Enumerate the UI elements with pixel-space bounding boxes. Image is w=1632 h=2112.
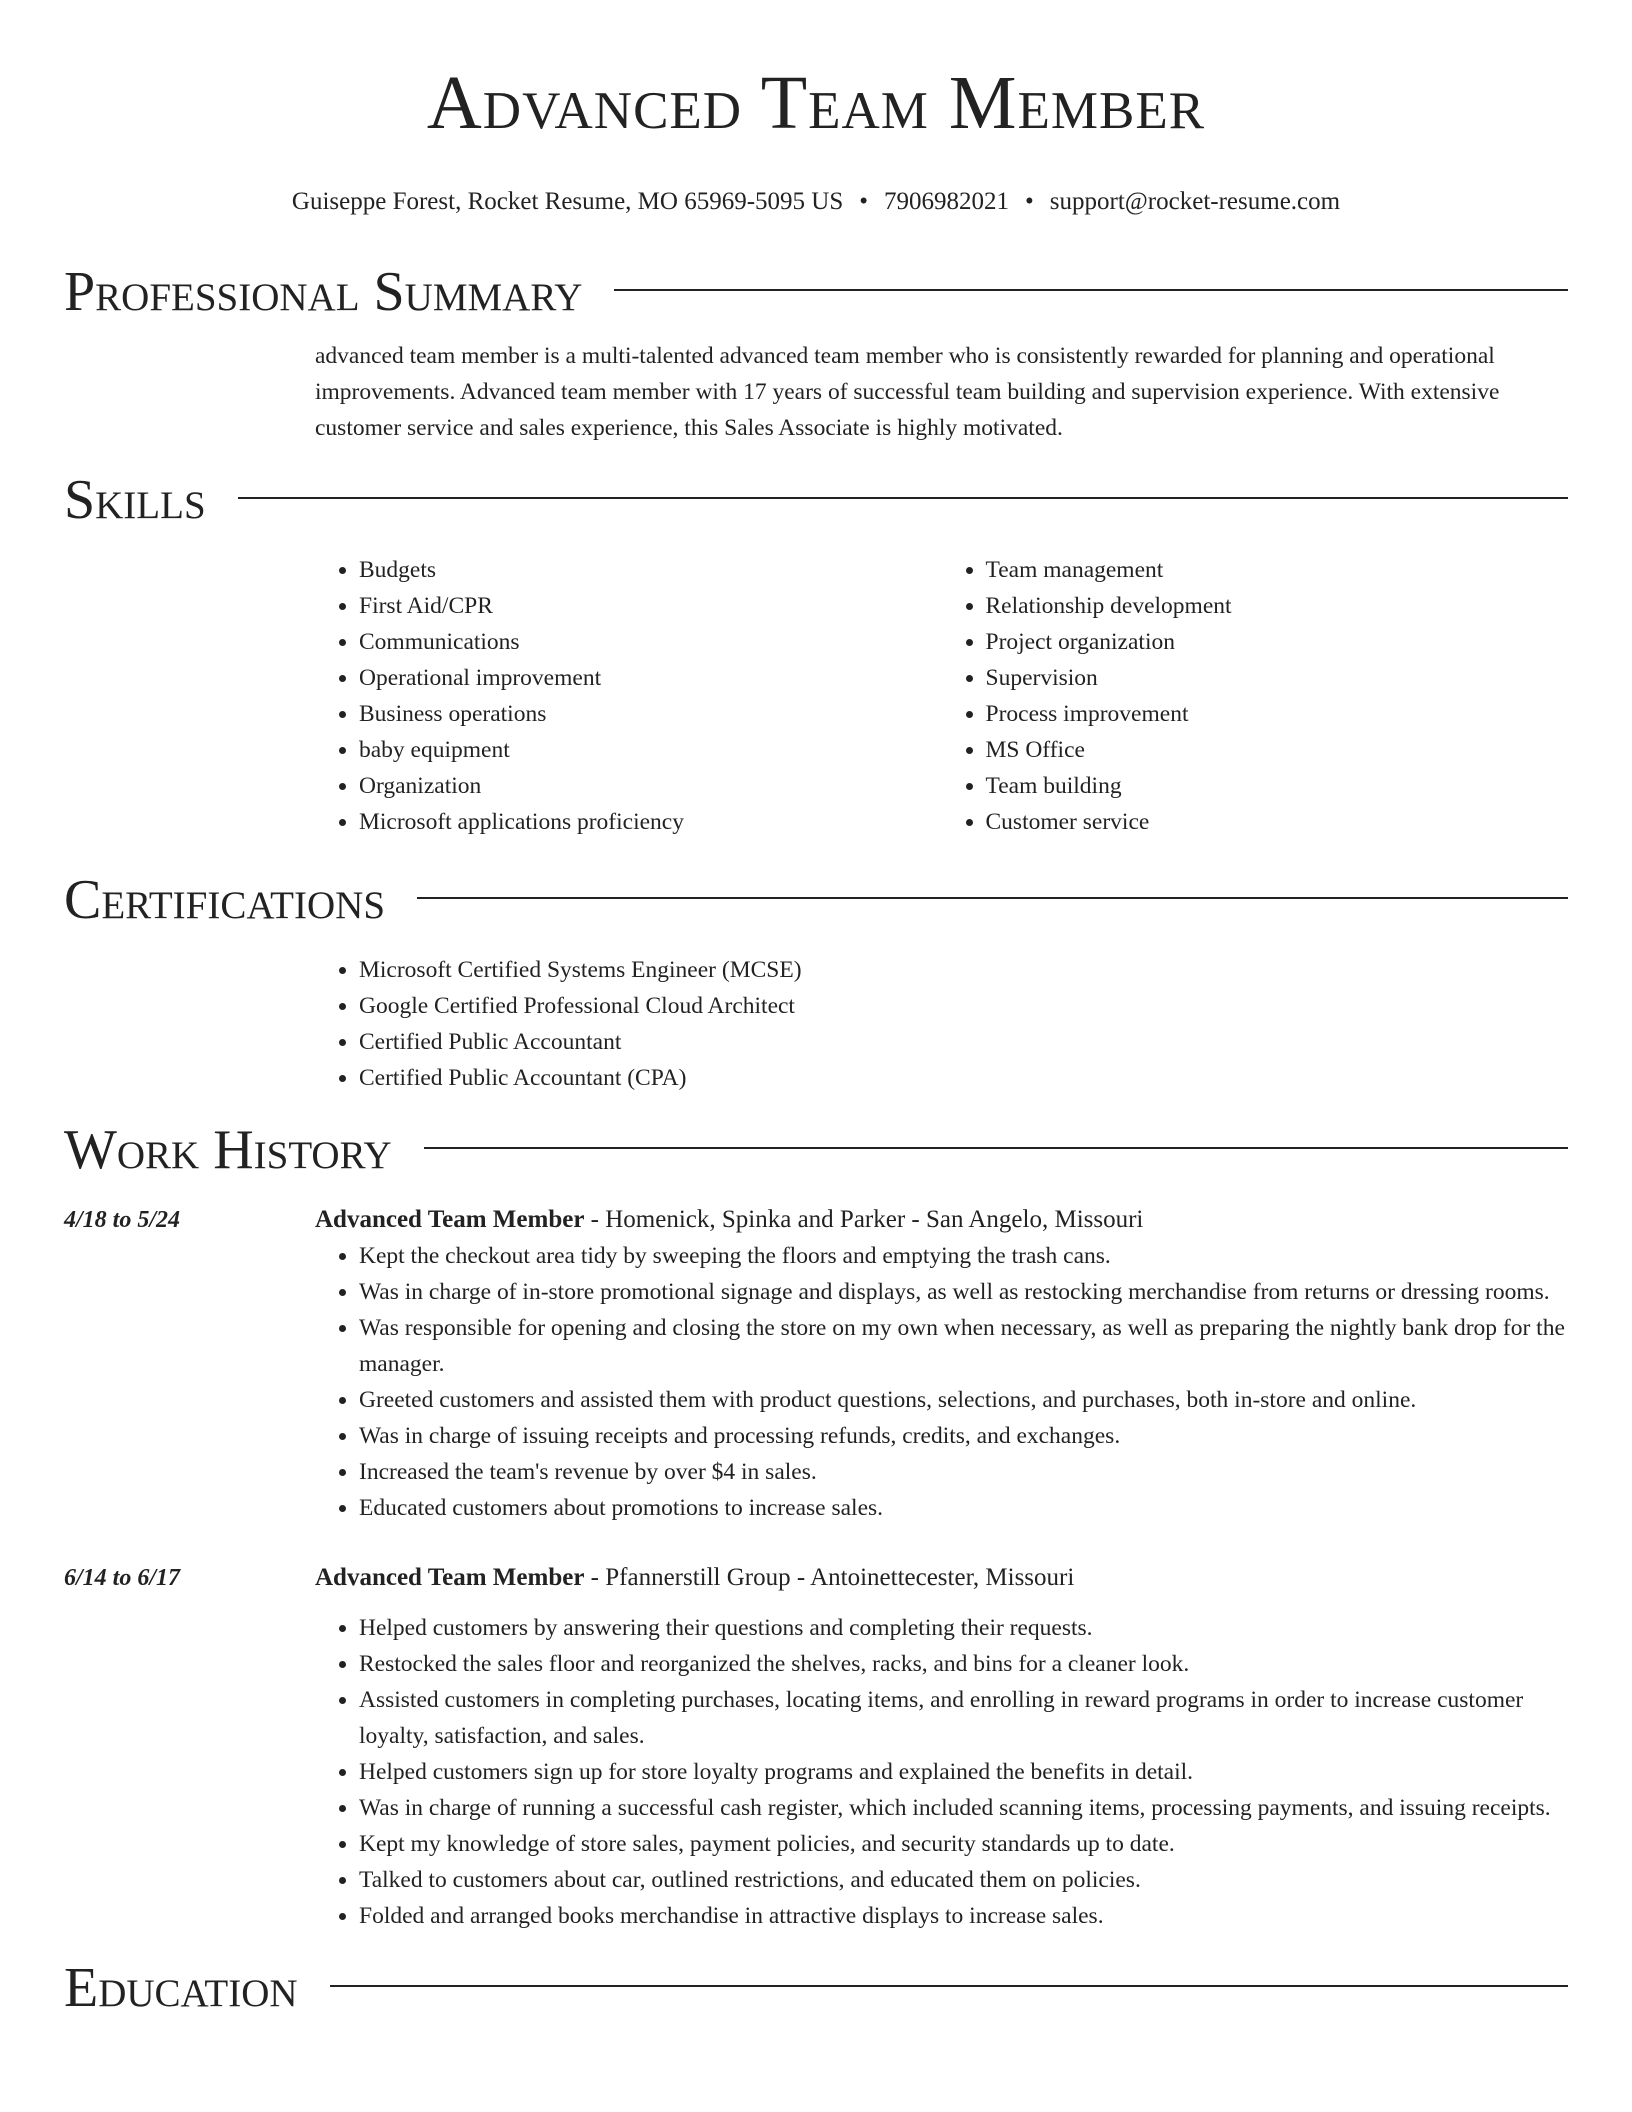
- summary-title: Professional Summary: [64, 261, 583, 323]
- list-item: • Operational improvement: [359, 660, 942, 696]
- list-item: • First Aid/CPR: [359, 588, 942, 624]
- list-item: • Process improvement: [986, 696, 1569, 732]
- contact-email[interactable]: support@rocket-resume.com: [1049, 188, 1341, 215]
- resume-name: Advanced Team Member: [426, 61, 1206, 145]
- work-header: [64, 1118, 1568, 1182]
- summary-header: [64, 260, 1568, 324]
- list-item: • baby equipment: [359, 732, 942, 768]
- list-item: • Certified Public Accountant: [359, 1024, 1568, 1060]
- job-entry: [64, 1560, 1568, 1934]
- job-title-line: [315, 1560, 1568, 1596]
- job-main: [315, 1202, 1568, 1526]
- list-item: • Helped customers sign up for store loyalty programs and explained the benefits in detail.: [359, 1754, 1568, 1790]
- list-item: • Assisted customers in completing purchases, locating items, and enrolling in reward programs in order to increase customer loyalty, satisfaction, and sales.: [359, 1682, 1568, 1754]
- list-item: • Kept my knowledge of store sales, payment policies, and security standards up to date.: [359, 1826, 1568, 1862]
- list-item: • Customer service: [986, 804, 1569, 840]
- job-bullets: [315, 1610, 1568, 1934]
- work-section: [64, 1118, 1568, 1934]
- certifications-section: [64, 868, 1568, 1096]
- skills-title: Skills: [64, 469, 206, 531]
- list-item: • Restocked the sales floor and reorganized the shelves, racks, and bins for a cleaner look.: [359, 1646, 1568, 1682]
- list-item: • Kept the checkout area tidy by sweeping the floors and emptying the trash cans.: [359, 1238, 1568, 1274]
- list-item: • Supervision: [986, 660, 1569, 696]
- education-header: [64, 1956, 1568, 2020]
- contact-address: Guiseppe Forest, Rocket Resume, MO 65969-5095 US: [291, 188, 844, 215]
- job-role: Advanced Team Member: [315, 1206, 585, 1233]
- job-dates: 4/18 to 5/24: [64, 1207, 181, 1233]
- certifications-header: [64, 868, 1568, 932]
- skills-left-column: [315, 552, 942, 840]
- list-item: • Increased the team's revenue by over $4 in sales.: [359, 1454, 1568, 1490]
- job-dates: 6/14 to 6/17: [64, 1565, 181, 1591]
- list-item: • Google Certified Professional Cloud Architect: [359, 988, 1568, 1024]
- job-entry: [64, 1202, 1568, 1526]
- list-item: • Microsoft applications proficiency: [359, 804, 942, 840]
- summary-text: advanced team member is a multi-talented advanced team member who is consistently rewarded for planning and operational improvements. Advanced team member with 17 years of successful team building and supervision experience. With extensive customer service and sales experience, this Sales Associate is highly motivated.: [315, 343, 1500, 441]
- list-item: • Helped customers by answering their questions and completing their requests.: [359, 1610, 1568, 1646]
- list-item: • Certified Public Accountant (CPA): [359, 1060, 1568, 1096]
- list-item: • Relationship development: [986, 588, 1569, 624]
- skills-right-column: [942, 552, 1569, 840]
- summary-section: [64, 260, 1568, 446]
- list-item: • MS Office: [986, 732, 1569, 768]
- job-company-location: - Homenick, Spinka and Parker - San Angelo, Missouri: [584, 1206, 1144, 1233]
- list-item: • Was in charge of in-store promotional signage and displays, as well as restocking merchandise from returns or dressing rooms.: [359, 1274, 1568, 1310]
- list-item: • Team building: [986, 768, 1569, 804]
- list-item: • Greeted customers and assisted them with product questions, selections, and purchases, both in-store and online.: [359, 1382, 1568, 1418]
- job-company-location: - Pfannerstill Group - Antoinettecester, Missouri: [584, 1564, 1075, 1591]
- list-item: • Communications: [359, 624, 942, 660]
- contact-phone: 7906982021: [884, 188, 1010, 215]
- list-item: • Was in charge of issuing receipts and processing refunds, credits, and exchanges.: [359, 1418, 1568, 1454]
- list-item: • Was in charge of running a successful cash register, which included scanning items, processing payments, and issuing receipts.: [359, 1790, 1568, 1826]
- job-bullets: [315, 1238, 1568, 1526]
- skills-section: [64, 468, 1568, 840]
- list-item: • Folded and arranged books merchandise in attractive displays to increase sales.: [359, 1898, 1568, 1934]
- certifications-items: [315, 952, 1568, 1096]
- section-divider: [424, 1147, 1568, 1149]
- section-divider: [238, 497, 1568, 499]
- education-title: Education: [64, 1957, 298, 2019]
- work-title: Work History: [64, 1119, 392, 1181]
- certifications-title: Certifications: [64, 869, 386, 931]
- section-divider: [614, 289, 1568, 291]
- list-item: • Business operations: [359, 696, 942, 732]
- job-main: [315, 1560, 1568, 1934]
- section-divider: [417, 897, 1568, 899]
- list-item: • Educated customers about promotions to increase sales.: [359, 1490, 1568, 1526]
- skills-list: [315, 552, 1568, 840]
- list-item: • Project organization: [986, 624, 1569, 660]
- contact-separator: •: [859, 188, 869, 215]
- list-item: • Team management: [986, 552, 1569, 588]
- job-role: Advanced Team Member: [315, 1564, 585, 1591]
- skills-header: [64, 468, 1568, 532]
- contact-line: [0, 186, 1632, 218]
- certifications-list: [315, 952, 1568, 1096]
- contact-separator: •: [1025, 188, 1034, 215]
- list-item: • Organization: [359, 768, 942, 804]
- list-item: • Was responsible for opening and closing the store on my own when necessary, as well as preparing the nightly bank drop for the manager.: [359, 1310, 1568, 1382]
- section-divider: [330, 1985, 1568, 1987]
- list-item: • Talked to customers about car, outlined restrictions, and educated them on policies.: [359, 1862, 1568, 1898]
- education-section: [64, 1956, 1568, 2020]
- list-item: • Budgets: [359, 552, 942, 588]
- list-item: • Microsoft Certified Systems Engineer (MCSE): [359, 952, 1568, 988]
- job-title-line: [315, 1202, 1568, 1238]
